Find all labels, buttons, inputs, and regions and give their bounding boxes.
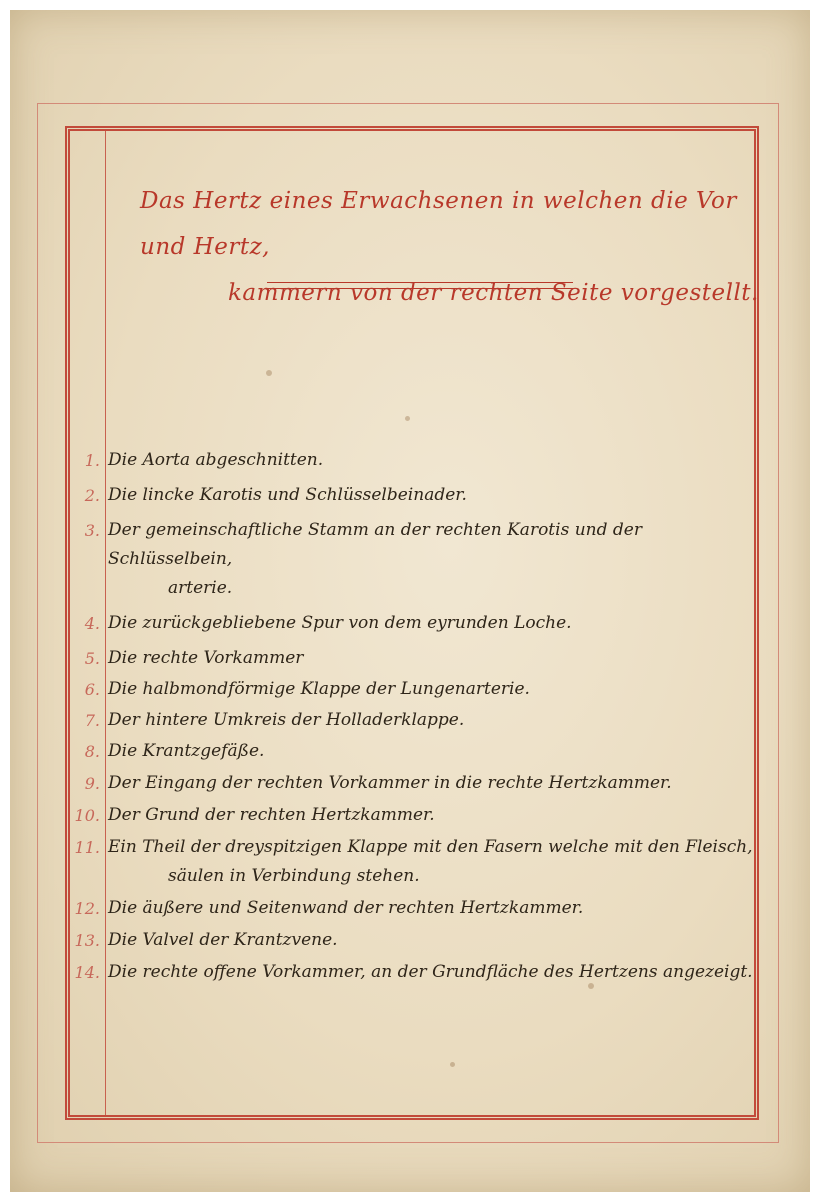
item-text: Der Grund der rechten Hertzkammer. [108, 805, 435, 825]
list-item [0, 894, 818, 923]
item-number: 7. [84, 711, 100, 730]
item-number: 10. [74, 806, 100, 825]
item-text: Die äußere und Seitenwand der rechten Hertzkammer. [108, 898, 584, 918]
item-text: Die zurückgebliebene Spur von dem eyrunden Loche. [108, 613, 572, 633]
legend-list [0, 446, 818, 987]
item-number: 9. [84, 774, 100, 793]
title-line-1: Das Hertz eines Erwachsenen in welchen die Vor und Hertz, [140, 188, 737, 260]
item-number: 2. [84, 486, 100, 505]
item-number: 1. [84, 451, 100, 470]
item-text-block [108, 833, 818, 891]
item-text: Die Valvel der Krantzvene. [108, 930, 338, 950]
page-title [140, 178, 760, 316]
list-item [0, 706, 818, 735]
item-text-continuation: arterie. [168, 578, 233, 598]
item-text: Die rechte Vorkammer [108, 648, 304, 668]
item-number: 4. [84, 614, 100, 633]
list-item [0, 958, 818, 987]
item-number: 12. [74, 899, 100, 918]
list-item [0, 769, 818, 798]
item-number: 8. [84, 742, 100, 761]
list-item [0, 609, 818, 638]
item-number: 14. [74, 963, 100, 982]
item-text-continuation: säulen in Verbindung stehen. [168, 866, 420, 886]
list-item [0, 644, 818, 673]
list-item [0, 737, 818, 766]
item-text: Die Aorta abgeschnitten. [108, 450, 324, 470]
item-text: Der hintere Umkreis der Holladerklappe. [108, 710, 465, 730]
list-item [0, 481, 818, 510]
list-item [0, 833, 818, 891]
item-text-block [108, 516, 818, 603]
list-item [0, 675, 818, 704]
title-underline [267, 282, 573, 289]
item-text: Die halbmondförmige Klappe der Lungenarterie. [108, 679, 530, 699]
item-number: 3. [84, 521, 100, 540]
item-number: 11. [74, 838, 100, 857]
item-text: Die rechte offene Vorkammer, an der Grundfläche des Hertzens angezeigt. [108, 962, 753, 982]
item-text: Der gemeinschaftliche Stamm an der rechten Karotis und der Schlüsselbein, [108, 520, 642, 569]
item-text: Der Eingang der rechten Vorkammer in die rechte Hertzkammer. [108, 773, 672, 793]
list-item [0, 801, 818, 830]
item-number: 13. [74, 931, 100, 950]
list-item [0, 926, 818, 955]
item-number: 6. [84, 680, 100, 699]
list-item [0, 516, 818, 603]
item-text: Die Krantzgefäße. [108, 741, 265, 761]
item-number: 5. [84, 649, 100, 668]
list-item [0, 446, 818, 475]
item-text: Die lincke Karotis und Schlüsselbeinader. [108, 485, 467, 505]
title-line-2: kammern von der rechten Seite vorgestellt. [228, 280, 759, 306]
item-text: Ein Theil der dreyspitzigen Klappe mit den Fasern welche mit den Fleisch, [108, 837, 753, 857]
